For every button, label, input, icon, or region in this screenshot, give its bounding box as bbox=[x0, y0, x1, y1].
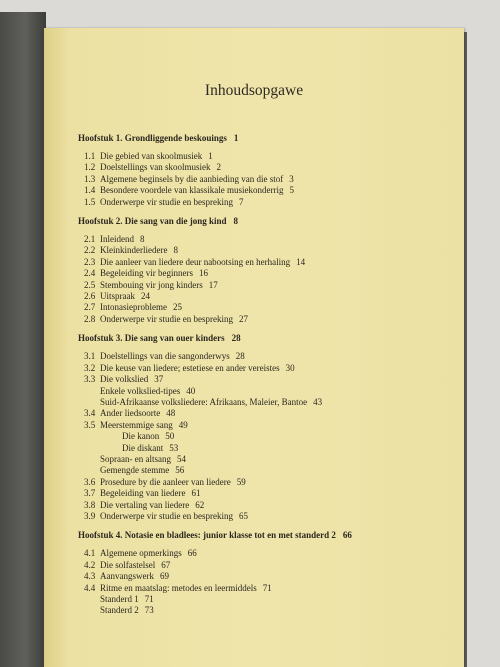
entry-title: Die gebied van skoolmusiek bbox=[100, 151, 203, 161]
entry-number bbox=[84, 397, 100, 408]
entry-page: 71 bbox=[144, 594, 154, 604]
toc-subentry bbox=[78, 443, 458, 454]
toc-entry bbox=[78, 363, 458, 374]
entry-title: Onderwerpe vir studie en bespreking bbox=[100, 196, 233, 207]
entry-page: 17 bbox=[208, 279, 218, 290]
entry-title: Die vertaling van liedere bbox=[100, 499, 190, 510]
toc-entry bbox=[78, 234, 458, 245]
entry-title: Uitspraak bbox=[100, 291, 135, 302]
chapter-heading bbox=[78, 529, 458, 541]
entry-title: Doelstellings van die sangonderwys bbox=[100, 351, 230, 362]
entry-number: 3.8 bbox=[84, 499, 96, 510]
entry-page: 14 bbox=[296, 256, 306, 267]
entry-number: 3.4 bbox=[84, 408, 96, 419]
entry-page: 8 bbox=[173, 245, 178, 256]
entry-page: 54 bbox=[176, 453, 186, 464]
entry-number: 2.7 bbox=[84, 302, 96, 313]
entry-title: Intonasieprobleme bbox=[100, 302, 167, 313]
toc-entry bbox=[78, 162, 458, 173]
toc-subentry bbox=[78, 386, 458, 397]
toc-entry bbox=[78, 548, 458, 559]
book-cover-edge bbox=[0, 12, 46, 667]
entry-page: 43 bbox=[313, 396, 323, 407]
entry-title: Algemene opmerkings bbox=[100, 548, 182, 559]
chapter-heading bbox=[78, 332, 458, 344]
toc-entry bbox=[78, 583, 458, 594]
entry-title: Enkele volkslied-tipes bbox=[100, 385, 181, 396]
entry-number: 4.2 bbox=[84, 559, 96, 570]
chapter-title: Hoofstuk 3. Die sang van ouer kinders bbox=[78, 333, 225, 344]
entry-number: 3.7 bbox=[84, 488, 96, 499]
entry-number bbox=[84, 605, 100, 616]
entry-page: 24 bbox=[141, 291, 150, 302]
entry-page: 5 bbox=[289, 185, 294, 196]
entry-title: Meerstemmige sang bbox=[100, 419, 173, 430]
entry-number: 4.1 bbox=[84, 548, 96, 559]
entry-number: 3.5 bbox=[84, 419, 96, 430]
toc-entry bbox=[78, 174, 458, 185]
entry-page: 73 bbox=[144, 605, 154, 616]
entry-title: Inleidend bbox=[100, 234, 134, 245]
toc-entry bbox=[78, 257, 458, 268]
toc-entry bbox=[78, 314, 458, 325]
chapter-page: 8 bbox=[233, 216, 239, 227]
chapter-title: Hoofstuk 1. Grondliggende beskouings bbox=[78, 133, 227, 143]
entry-number: 2.8 bbox=[84, 313, 96, 324]
indent-spacer bbox=[106, 443, 122, 454]
entry-number: 3.6 bbox=[84, 476, 96, 487]
entry-title: Die diskant bbox=[122, 442, 164, 453]
toc-entry bbox=[78, 477, 458, 488]
entry-page: 67 bbox=[161, 559, 171, 570]
entry-page: 69 bbox=[159, 571, 169, 582]
toc-entry bbox=[78, 374, 458, 385]
entry-page: 7 bbox=[238, 196, 244, 207]
toc-entry bbox=[78, 560, 458, 571]
toc-entry bbox=[78, 197, 458, 208]
entry-title: Die solfastelsel bbox=[100, 559, 156, 570]
entry-page: 49 bbox=[178, 419, 188, 430]
entry-page: 50 bbox=[165, 431, 175, 442]
entry-page: 27 bbox=[238, 313, 248, 324]
toc-subentry bbox=[78, 605, 458, 616]
entry-page: 16 bbox=[198, 268, 208, 279]
entry-number bbox=[84, 594, 100, 605]
entry-title: Begeleiding van liedere bbox=[100, 488, 186, 499]
entry-title: Suid-Afrikaanse volksliedere: Afrikaans, Maleier, Bantoe bbox=[100, 396, 308, 407]
indent-spacer bbox=[106, 431, 122, 442]
entry-number: 1.2 bbox=[84, 162, 96, 173]
entry-page: 30 bbox=[285, 362, 295, 373]
entry-number bbox=[84, 465, 100, 476]
chapter-1 bbox=[78, 132, 458, 208]
entry-page: 66 bbox=[187, 548, 197, 559]
entry-title: Sopraan- en altsang bbox=[100, 453, 171, 464]
toc-entry bbox=[78, 420, 458, 431]
entry-title: Die keuse van liedere; estetiese en ander vereistes bbox=[100, 362, 280, 373]
entry-title: Onderwerpe vir studie en bespreking bbox=[100, 313, 233, 324]
entry-title: Die kanon bbox=[122, 431, 160, 442]
chapter-page: 28 bbox=[231, 333, 241, 344]
chapter-heading bbox=[78, 132, 458, 144]
toc-subentry bbox=[78, 594, 458, 605]
entry-page: 25 bbox=[172, 302, 182, 313]
entry-title: Kleinkinderliedere bbox=[100, 245, 168, 256]
entry-page: 8 bbox=[140, 234, 145, 245]
toc-entry bbox=[78, 151, 458, 162]
entry-number: 3.1 bbox=[84, 351, 96, 362]
entry-page: 1 bbox=[208, 151, 213, 161]
entry-page: 3 bbox=[289, 173, 294, 184]
entry-number: 2.6 bbox=[84, 291, 96, 302]
entry-number: 1.3 bbox=[84, 173, 96, 184]
toc-entry bbox=[78, 351, 458, 362]
entry-number: 4.3 bbox=[84, 571, 96, 582]
toc-subentry bbox=[78, 454, 458, 465]
entry-number: 2.2 bbox=[84, 245, 96, 256]
toc-entry bbox=[78, 268, 458, 279]
entry-page: 48 bbox=[166, 408, 176, 419]
entry-page: 61 bbox=[191, 488, 201, 499]
entry-page: 71 bbox=[262, 582, 272, 593]
entry-number: 3.3 bbox=[84, 374, 96, 385]
entry-page: 62 bbox=[195, 499, 205, 510]
entry-number: 4.4 bbox=[84, 582, 96, 593]
book-page bbox=[44, 28, 464, 667]
entry-number bbox=[84, 386, 100, 397]
entry-number: 1.4 bbox=[84, 185, 96, 196]
entry-number: 1.5 bbox=[84, 196, 96, 207]
toc-entry bbox=[78, 291, 458, 302]
chapter-page: 66 bbox=[342, 530, 352, 541]
entry-number: 2.1 bbox=[84, 234, 96, 245]
toc-subentry bbox=[78, 431, 458, 442]
entry-title: Onderwerpe vir studie en bespreking bbox=[100, 510, 233, 521]
toc-entry bbox=[78, 571, 458, 582]
chapter-2 bbox=[78, 215, 458, 325]
entry-title: Algemene beginsels by die aanbieding van die stof bbox=[100, 173, 284, 184]
entry-page: 53 bbox=[169, 442, 179, 453]
toc-entry bbox=[78, 280, 458, 291]
entry-page: 65 bbox=[238, 510, 248, 521]
table-of-contents bbox=[78, 132, 458, 624]
entry-title: Besondere voordele van klassikale musiekonderrig bbox=[100, 185, 284, 196]
toc-entry bbox=[78, 185, 458, 196]
entry-number bbox=[84, 454, 100, 465]
toc-entry bbox=[78, 408, 458, 419]
entry-title: Stembouing vir jong kinders bbox=[100, 279, 203, 290]
entry-page: 2 bbox=[216, 162, 221, 173]
toc-entry bbox=[78, 488, 458, 499]
toc-entry bbox=[78, 245, 458, 256]
entry-number: 3.9 bbox=[84, 510, 96, 521]
entry-number: 2.5 bbox=[84, 279, 96, 290]
entry-title: Doelstellings van skoolmusiek bbox=[100, 162, 211, 173]
entry-title: Standerd 1 bbox=[100, 594, 139, 604]
entry-page: 28 bbox=[235, 351, 245, 362]
entry-title: Prosedure by die aanleer van liedere bbox=[100, 476, 231, 487]
entry-page: 37 bbox=[154, 374, 164, 385]
entry-number: 2.3 bbox=[84, 256, 96, 267]
entry-title: Aanvangswerk bbox=[100, 571, 154, 582]
entry-page: 40 bbox=[186, 385, 196, 396]
chapter-4 bbox=[78, 529, 458, 616]
chapter-3 bbox=[78, 332, 458, 522]
entry-title: Ander liedsoorte bbox=[100, 408, 161, 419]
toc-entry bbox=[78, 500, 458, 511]
chapter-page: 1 bbox=[233, 133, 239, 143]
entry-number: 3.2 bbox=[84, 362, 96, 373]
entry-title: Begeleiding vir beginners bbox=[100, 268, 193, 279]
entry-number bbox=[84, 443, 100, 454]
entry-page: 59 bbox=[236, 476, 246, 487]
toc-entry bbox=[78, 511, 458, 522]
chapter-title: Hoofstuk 2. Die sang van die jong kind bbox=[78, 216, 227, 227]
entry-title: Die volkslied bbox=[100, 374, 149, 385]
page-title: Inhoudsopgawe bbox=[204, 82, 304, 99]
chapter-heading bbox=[78, 215, 458, 227]
entry-title: Gemengde stemme bbox=[100, 465, 170, 476]
entry-title: Ritme en maatslag: metodes en leermiddels bbox=[100, 582, 257, 593]
toc-entry bbox=[78, 302, 458, 313]
chapter-title: Hoofstuk 4. Notasie en bladlees: junior klasse tot en met standerd 2 bbox=[78, 530, 336, 541]
entry-number: 2.4 bbox=[84, 268, 96, 279]
entry-page: 56 bbox=[175, 465, 185, 476]
entry-number bbox=[84, 431, 100, 442]
toc-subentry bbox=[78, 465, 458, 476]
entry-title: Die aanleer van liedere deur nabootsing en herhaling bbox=[100, 256, 291, 267]
entry-title: Standerd 2 bbox=[100, 605, 139, 616]
toc-subentry bbox=[78, 397, 458, 408]
entry-number: 1.1 bbox=[84, 151, 96, 161]
